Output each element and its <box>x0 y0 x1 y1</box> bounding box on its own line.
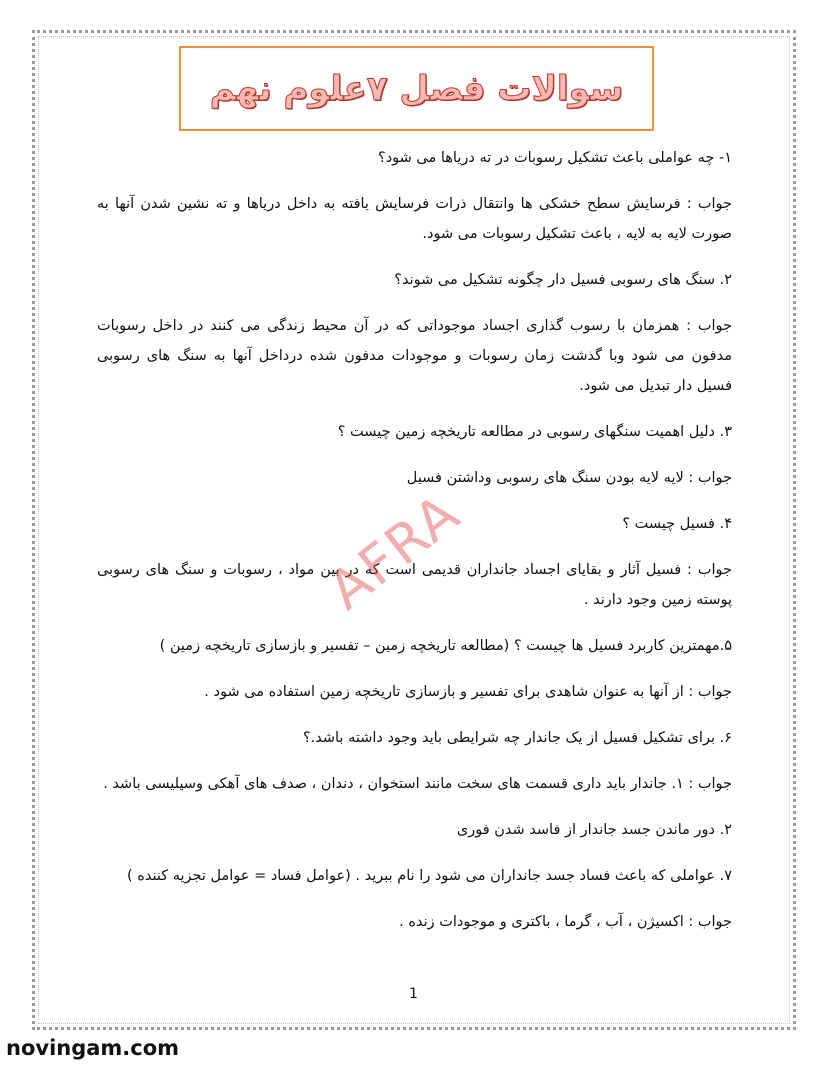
answer-6-part-2: ۲. دور ماندن جسد جاندار از فاسد شدن فوری <box>456 822 732 838</box>
question-5: ۵.مهمترین کاربرد فسیل ها چیست ؟ (مطالعه تاریخچه زمین – تفسیر و بازسازی تاریخچه زمین ) <box>159 638 732 654</box>
question-3: ۳. دلیل اهمیت سنگهای رسوبی در مطالعه تاریخچه زمین چیست ؟ <box>337 424 732 440</box>
site-logo: novingam.com <box>6 1036 180 1060</box>
answer-6-part-1: جواب : ۱. جاندار باید داری قسمت های سخت مانند استخوان ، دندان ، صدف های آهکی وسیلیسی باشد . <box>103 776 732 792</box>
page-title: سوالات فصل ۷علوم نهم <box>209 68 624 109</box>
question-7: ۷. عواملی که باعث فساد جسد جانداران می شود را نام ببرید . (عوامل فساد = عوامل تجزیه کننده ) <box>126 868 732 884</box>
watermark: AFRA <box>316 481 472 622</box>
question-4: ۴. فسیل چیست ؟ <box>622 516 732 532</box>
answer-1: جواب : فرسایش سطح خشکی ها وانتقال ذرات فرسایش یافته به داخل دریاها و ته نشین شدن آنها به صورت لایه به لایه ، باعث تشکیل رسوبات می شود. <box>97 196 732 242</box>
answer-3: جواب : لایه لایه بودن سنگ های رسوبی وداشتن فسیل <box>406 470 732 486</box>
question-2: ۲. سنگ های رسوبی فسیل دار چگونه تشکیل می شوند؟ <box>394 272 732 288</box>
title-box <box>179 46 654 131</box>
question-6: ۶. برای تشکیل فسیل از یک جاندار چه شرایطی باید وجود داشته باشد.؟ <box>302 730 732 746</box>
page-number: 1 <box>409 986 418 1002</box>
question-1: ۱- چه عواملی باعث تشکیل رسوبات در ته دریاها می شود؟ <box>378 150 732 166</box>
answer-4: جواب : فسیل آثار و بقایای اجساد جانداران قدیمی است که در بین مواد ، رسوبات و سنگ های رسوبی پوسته زمین وجود دارند . <box>97 562 732 608</box>
answer-2: جواب : همزمان با رسوب گذاری اجساد موجوداتی که در آن محیط زندگی می کنند در داخل رسوبات مدفون می شود وبا گذشت زمان رسوبات و موجودات مدفون شده درداخل آنها به سنگ های رسوبی فسیل دار تبدیل می شود. <box>97 318 732 394</box>
answer-7: جواب : اکسیژن ، آب ، گرما ، باکتری و موجودات زنده . <box>399 914 732 930</box>
answer-5: جواب : از آنها به عنوان شاهدی برای تفسیر و بازسازی تاریخچه زمین استفاده می شود . <box>204 684 732 700</box>
